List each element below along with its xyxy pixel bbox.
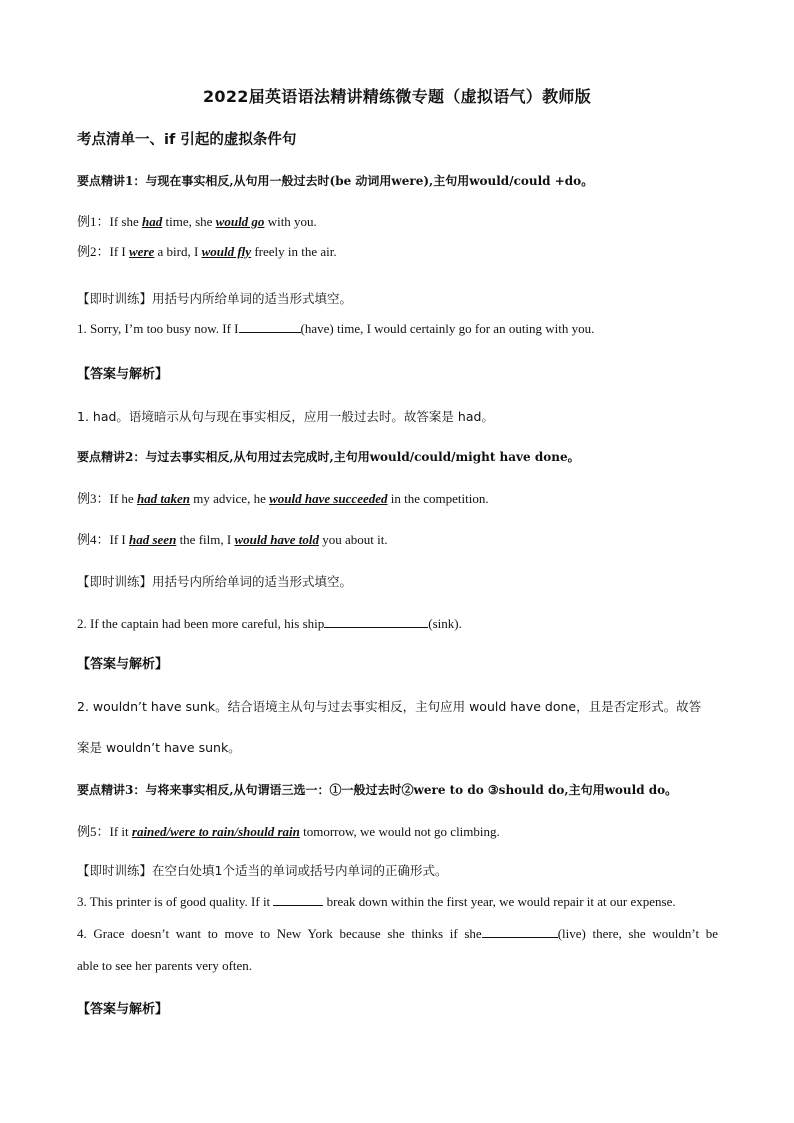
document-title: 2022届英语语法精讲精练微专题（虚拟语气）教师版 [202, 87, 592, 106]
training-heading-2: 【即时训练】用括号内所给单词的适当形式填空。 [77, 574, 353, 589]
question-text: 4. Grace doesn’t want to move to New York because she thinks if she [77, 926, 482, 941]
underlined-answer: had [142, 214, 163, 229]
example-5 [77, 823, 718, 841]
underlined-answer: would have told [234, 532, 319, 547]
example-text: in the competition. [387, 491, 489, 506]
question-4-line-2: able to see her parents very often. [77, 958, 253, 973]
question-text: (live) there, she wouldn’t be [557, 926, 718, 941]
answer-heading-2: 【答案与解析】 [77, 657, 169, 672]
fill-blank[interactable] [324, 615, 428, 628]
underlined-answer: would go [215, 214, 265, 229]
answer-2-line-1: 2. wouldn’t have sunk。结合语境主从句与过去事实相反，主句应用 would have done，且是否定形式。故答 [77, 699, 702, 714]
question-1 [77, 320, 718, 338]
underlined-answer: would have succeeded [269, 491, 388, 506]
example-2 [77, 243, 718, 261]
question-text: (have) time, I would certainly go for an outing with you. [300, 321, 595, 336]
fill-blank[interactable] [482, 925, 558, 938]
example-text: 例4：If I [77, 532, 129, 547]
underlined-answer: rained/were to rain/should rain [131, 824, 300, 839]
question-3 [77, 893, 718, 911]
example-text: 例1：If she [77, 214, 142, 229]
key-point-1: 要点精讲1：与现在事实相反,从句用一般过去时(be 动词用were),主句用would/could +do。 [77, 174, 594, 188]
training-heading-3: 【即时训练】在空白处填1个适当的单词或括号内单词的正确形式。 [77, 863, 448, 878]
answer-2-line-2: 案是 wouldn’t have sunk。 [77, 740, 241, 755]
example-text: 例3：If he [77, 491, 137, 506]
question-text: (sink). [428, 616, 462, 631]
example-text: time, she [162, 214, 216, 229]
example-text: tomorrow, we would not go climbing. [299, 824, 500, 839]
fill-blank[interactable] [239, 320, 301, 333]
example-text: 例2：If I [77, 244, 129, 259]
section-heading: 考点清单一、if 引起的虚拟条件句 [77, 132, 297, 148]
example-1 [77, 213, 718, 231]
question-text: 2. If the captain had been more careful, his ship [77, 616, 325, 631]
example-text: the film, I [176, 532, 235, 547]
example-text: you about it. [318, 532, 388, 547]
underlined-answer: were [129, 244, 155, 259]
key-point-3: 要点精讲3：与将来事实相反,从句谓语三选一：①一般过去时②were to do ③should do,主句用would do。 [77, 783, 678, 797]
example-text: 例5：If it [77, 824, 132, 839]
example-4 [77, 531, 718, 549]
answer-heading-3: 【答案与解析】 [77, 1002, 169, 1017]
training-heading-1: 【即时训练】用括号内所给单词的适当形式填空。 [77, 291, 353, 306]
underlined-answer: had seen [129, 532, 177, 547]
example-text: freely in the air. [251, 244, 337, 259]
question-2 [77, 615, 718, 633]
underlined-answer: would fly [201, 244, 252, 259]
key-point-2: 要点精讲2：与过去事实相反,从句用过去完成时,主句用would/could/might have done。 [77, 450, 580, 464]
question-text: 1. Sorry, I’m too busy now. If I [77, 321, 239, 336]
example-text: a bird, I [154, 244, 202, 259]
question-text: break down within the first year, we would repair it at our expense. [323, 894, 676, 909]
answer-heading-1: 【答案与解析】 [77, 367, 169, 382]
answer-1: 1. had。语境暗示从句与现在事实相反，应用一般过去时。故答案是 had。 [77, 409, 494, 424]
question-text: 3. This printer is of good quality. If it [77, 894, 274, 909]
example-text: with you. [264, 214, 317, 229]
question-4-line-1 [77, 925, 718, 943]
underlined-answer: had taken [136, 491, 191, 506]
fill-blank[interactable] [273, 893, 323, 906]
example-text: my advice, he [190, 491, 270, 506]
example-3 [77, 490, 718, 508]
